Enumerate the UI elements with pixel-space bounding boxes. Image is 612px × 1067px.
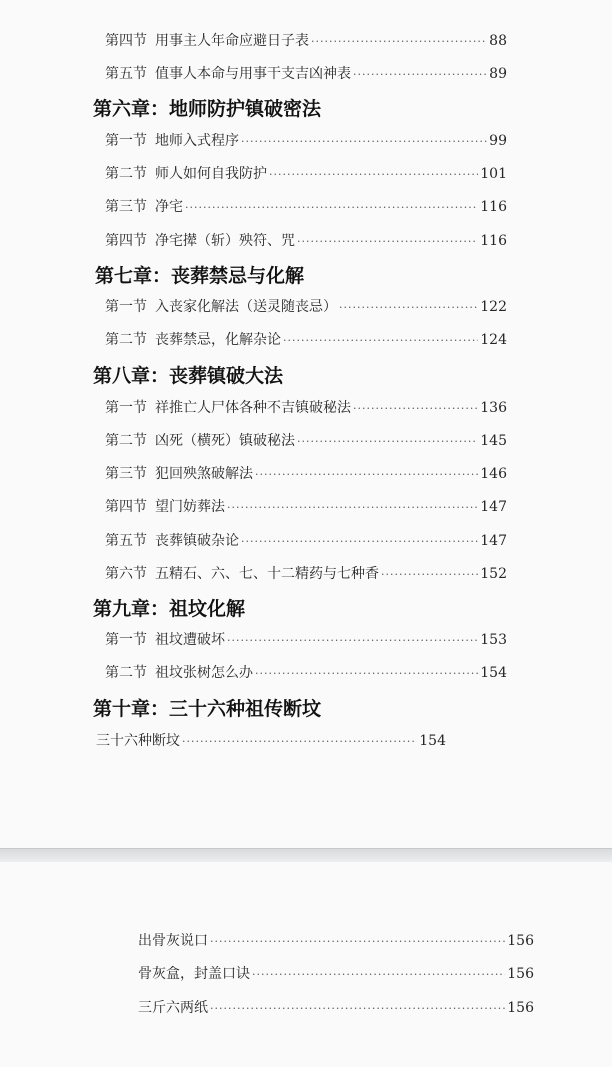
section-title: 五精石、六、七、十二精药与七种香 xyxy=(155,566,379,582)
toc-entry xyxy=(105,397,507,417)
page-number: 122 xyxy=(480,299,507,315)
leader-dots xyxy=(353,68,487,81)
section-title: 凶死（横死）镇破秘法 xyxy=(155,433,295,449)
page-number: 152 xyxy=(480,566,507,582)
section-number: 第一节 xyxy=(105,632,147,648)
section-title: 丧葬镇破杂论 xyxy=(155,533,239,549)
section-title: 出骨灰说口 xyxy=(138,933,208,949)
toc-entry xyxy=(105,163,507,183)
page-number: 156 xyxy=(507,966,534,982)
section-number: 第五节 xyxy=(105,533,147,549)
leader-dots xyxy=(269,168,478,181)
section-title: 净宅撵（斩）殃符、咒 xyxy=(155,233,295,249)
leader-dots xyxy=(241,135,487,148)
chapter-heading: 第六章：地师防护镇破密法 xyxy=(93,98,322,120)
section-number: 第五节 xyxy=(105,66,147,82)
section-number: 第四节 xyxy=(105,33,147,49)
section-title: 犯回殃煞破解法 xyxy=(155,466,253,482)
chapter-heading: 第八章：丧葬镇破大法 xyxy=(93,365,284,387)
section-number: 第四节 xyxy=(105,233,147,249)
toc-entry xyxy=(105,196,507,216)
page-number: 99 xyxy=(489,133,507,149)
toc-entry xyxy=(105,296,507,316)
section-title: 三十六种断坟 xyxy=(96,733,180,749)
page-number: 89 xyxy=(489,66,507,82)
toc-entry xyxy=(105,329,507,349)
section-number: 第二节 xyxy=(105,166,147,182)
section-title: 地师入式程序 xyxy=(155,133,239,149)
section-number: 第二节 xyxy=(105,433,147,449)
page-number: 154 xyxy=(419,733,446,749)
page-number: 116 xyxy=(480,233,507,249)
page-number: 101 xyxy=(480,166,507,182)
toc-entry xyxy=(105,63,507,83)
section-number: 第一节 xyxy=(105,299,147,315)
section-title: 祥推亡人尸体各种不吉镇破秘法 xyxy=(155,400,351,416)
chapter-heading: 第七章：丧葬禁忌与化解 xyxy=(95,265,305,287)
toc-entry xyxy=(138,963,534,983)
leader-dots xyxy=(283,334,478,347)
section-number: 第六节 xyxy=(105,566,147,582)
section-title: 望门妨葬法 xyxy=(155,499,225,515)
page-number: 136 xyxy=(480,400,507,416)
toc-entry xyxy=(105,130,507,150)
page-separator xyxy=(0,848,612,863)
section-number: 第三节 xyxy=(105,199,147,215)
page-number: 124 xyxy=(480,332,507,348)
section-title: 用事主人年命应避日子表 xyxy=(155,33,309,49)
section-number: 第四节 xyxy=(105,499,147,515)
leader-dots xyxy=(185,201,478,214)
leader-dots xyxy=(210,935,505,948)
section-title: 祖坟张树怎么办 xyxy=(155,665,253,681)
leader-dots xyxy=(255,667,478,680)
leader-dots xyxy=(255,468,478,481)
toc-entry xyxy=(96,730,446,750)
chapter-heading: 第九章：祖坟化解 xyxy=(93,598,246,620)
leader-dots xyxy=(339,301,478,314)
page-number: 153 xyxy=(480,632,507,648)
page-number: 88 xyxy=(489,33,507,49)
toc-entry xyxy=(105,530,507,550)
chapter-heading: 第十章：三十六种祖传断坟 xyxy=(93,698,322,720)
toc-entry xyxy=(105,230,507,250)
page-number: 147 xyxy=(480,499,507,515)
section-title: 骨灰盒，封盖口诀 xyxy=(138,966,250,982)
section-title: 三斤六两纸 xyxy=(138,1000,208,1016)
leader-dots xyxy=(297,235,478,248)
section-title: 师人如何自我防护 xyxy=(155,166,267,182)
toc-entry xyxy=(105,629,507,649)
page-number: 147 xyxy=(480,533,507,549)
toc-entry xyxy=(105,430,507,450)
section-number: 第三节 xyxy=(105,466,147,482)
toc-entry xyxy=(105,30,507,50)
page-number: 116 xyxy=(480,199,507,215)
section-title: 丧葬禁忌，化解杂论 xyxy=(155,332,281,348)
leader-dots xyxy=(353,402,478,415)
leader-dots xyxy=(381,568,478,581)
section-title: 祖坟遭破坏 xyxy=(155,632,225,648)
toc-entry xyxy=(105,496,507,516)
section-number: 第二节 xyxy=(105,665,147,681)
section-number: 第一节 xyxy=(105,400,147,416)
toc-entry xyxy=(105,662,507,682)
page-number: 145 xyxy=(480,433,507,449)
leader-dots xyxy=(311,35,487,48)
section-number: 第一节 xyxy=(105,133,147,149)
toc-entry xyxy=(105,463,507,483)
toc-page-2 xyxy=(0,862,612,1067)
page-number: 154 xyxy=(480,665,507,681)
toc-entry xyxy=(138,997,534,1017)
leader-dots xyxy=(182,735,417,748)
page-number: 146 xyxy=(480,466,507,482)
page-number: 156 xyxy=(507,933,534,949)
section-title: 净宅 xyxy=(155,199,183,215)
section-number: 第二节 xyxy=(105,332,147,348)
toc-entry xyxy=(105,563,507,583)
leader-dots xyxy=(252,968,505,981)
page-number: 156 xyxy=(507,1000,534,1016)
leader-dots xyxy=(227,501,478,514)
leader-dots xyxy=(241,535,478,548)
section-title: 值事人本命与用事干支吉凶神表 xyxy=(155,66,351,82)
toc-entry xyxy=(138,930,534,950)
leader-dots xyxy=(210,1002,505,1015)
leader-dots xyxy=(227,634,478,647)
section-title: 入丧家化解法（送灵随丧忌） xyxy=(155,299,337,315)
leader-dots xyxy=(297,435,478,448)
